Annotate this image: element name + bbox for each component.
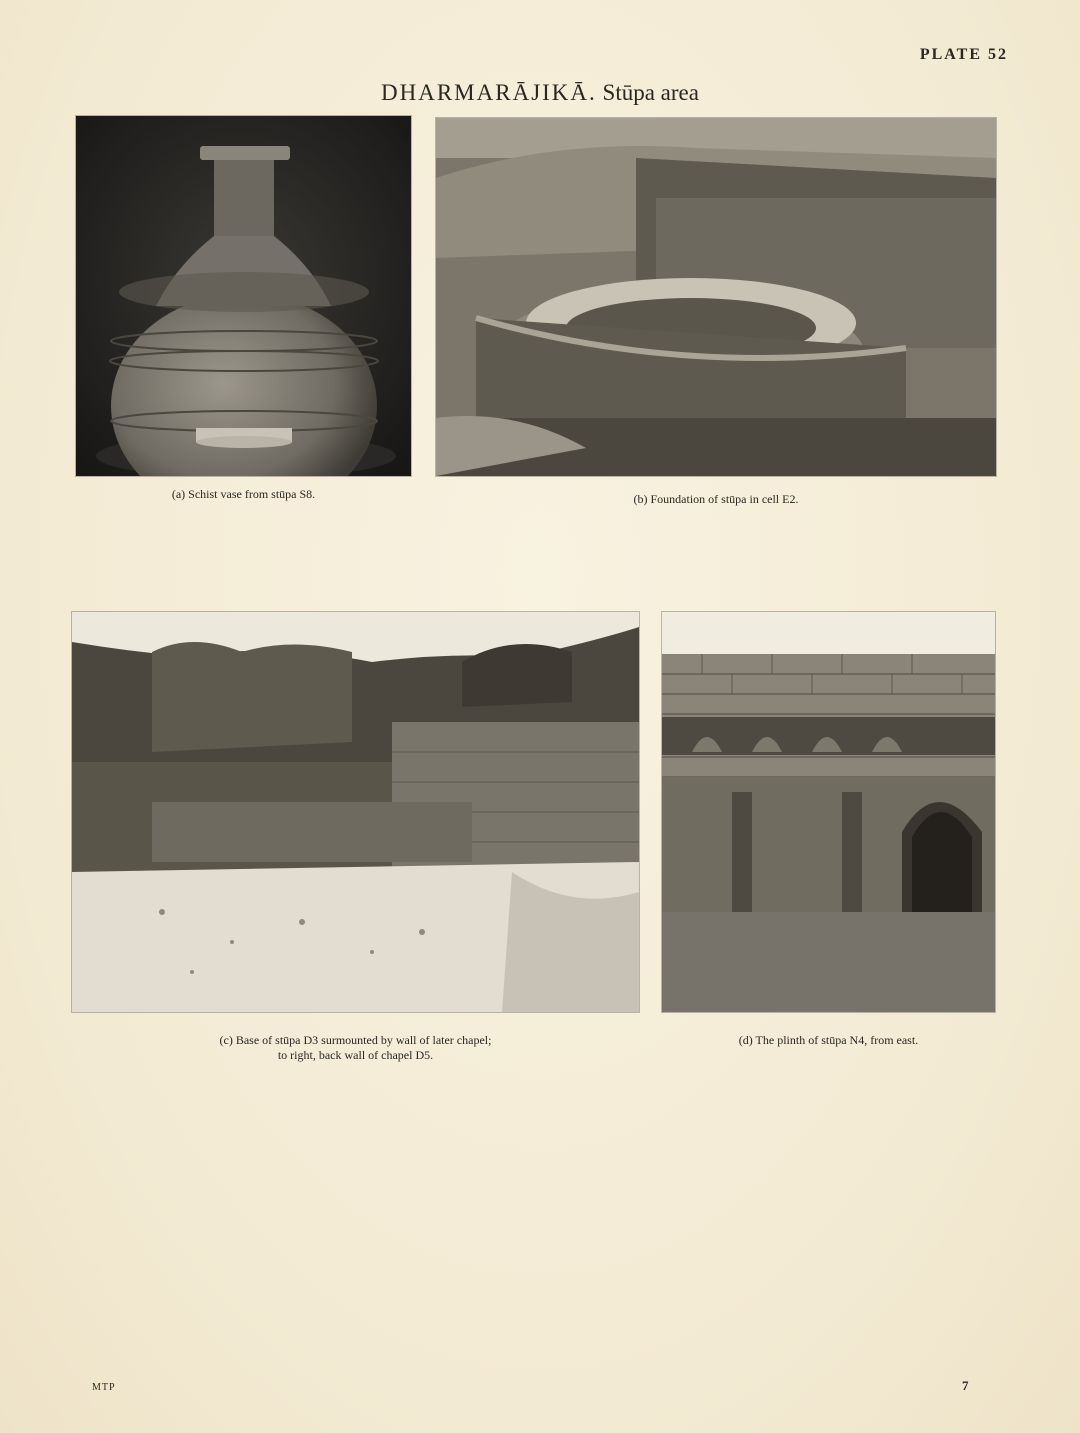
photo-schist-vase (76, 116, 411, 476)
footer-page-number: 7 (962, 1378, 969, 1393)
plate-title-main: DHARMARĀJIKĀ. (381, 80, 597, 105)
plate-title (0, 80, 1080, 106)
caption-c-line1: (c) Base of stūpa D3 surmounted by wall of later chapel; (219, 1033, 492, 1047)
photo-stupa-n4-plinth (662, 612, 995, 1012)
plate-title-sub: Stūpa area (602, 80, 699, 105)
photo-stupa-d3-base (72, 612, 639, 1012)
footer-printer-mark: MTP (92, 1382, 116, 1393)
caption-a: (a) Schist vase from stūpa S8. (171, 487, 316, 501)
photo-stupa-foundation (436, 118, 996, 476)
plate-number: PLATE 52 (919, 46, 1008, 63)
caption-c-line2: to right, back wall of chapel D5. (277, 1048, 434, 1062)
caption-b: (b) Foundation of stūpa in cell E2. (633, 492, 799, 506)
caption-c (72, 1033, 639, 1063)
caption-d: (d) The plinth of stūpa N4, from east. (738, 1033, 919, 1047)
